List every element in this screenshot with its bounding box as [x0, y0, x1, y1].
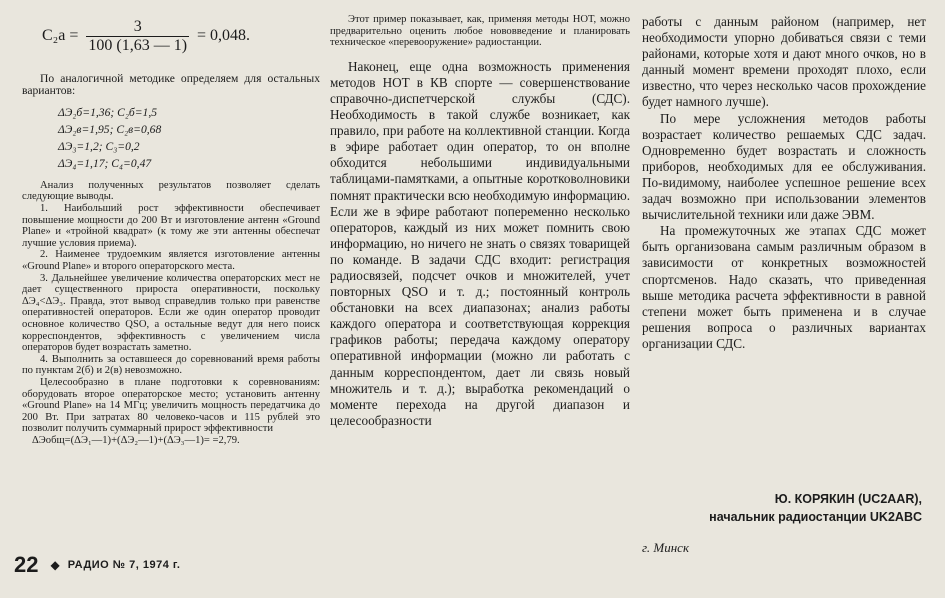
paragraph: 2. Наименее трудоемким является изготовление антенны «Ground Plane» и второго операторского места. [22, 249, 320, 272]
formula-rhs: = 0,048. [197, 27, 251, 45]
paragraph: На промежуточных же этапах СДС может быть организована самым различным образом в зависимости от конкретных возможностей спортсменов. Надо сказать, что приведенная выше методика расчета эффективности в равной степени может быть применена и в случае решения вопроса о различных вариантах организации СДС. [642, 223, 926, 351]
paragraph: Целесообразно в плане подготовки к соревнованиям: оборудовать второе операторское место; установить антенну «Ground Plane» на 14 МГц; увеличить мощность передатчика до 200 Вт. При затратах 80 человеко-часов и 115 рублей это позволит получить суммарный прирост эффективности [22, 376, 320, 435]
paragraph: 3. Дальнейшее увеличение количества операторских мест не дает существенного прироста оперативности, поскольку ΔЭ₄<ΔЭ₃. Правда, этот вывод справедлив только при равенстве оперативностей операторов. Если же один оператор проводит основное количество QSO, а остальные ведут для него поиск корреспондентов, эффективность с увеличением числа операторов будет возрастать заметно. [22, 272, 320, 354]
formula-numerator: 3 [86, 18, 189, 37]
formula-lhs: C₂а = [42, 27, 79, 45]
author-name: Ю. КОРЯКИН (UC2AAR), [774, 492, 922, 506]
paragraph: По мере усложнения методов работы возрастает количество решаемых СДС задач. Одновременно будет возрастать и сложность приборов, необходимых для ее обслуживания. По-видимому, наиболее успешное решение всех задач возможно при использовании элементов вычислительной техники или даже ЭВМ. [642, 110, 926, 223]
paragraph: 1. Наибольший рост эффективности обеспечивает повышение мощности до 200 Вт и изготовление антенн «Ground Plane» и «тройной квадрат» (к тому же эти антенны обеспечат лучшие условия приема). [22, 203, 320, 249]
formula-c2a [42, 18, 320, 55]
author-city: г. Минск [642, 540, 690, 555]
paragraph: 4. Выполнить за оставшееся до соревнований время работы по пунктам 2(б) и 2(в) невозможно. [22, 353, 320, 377]
formula-line: ΔЭ₄=1,17; C₄=0,47 [58, 156, 152, 170]
author-title: начальник радиостанции UK2ABC [709, 510, 922, 524]
column-right [642, 14, 926, 352]
page-number: 22 [14, 552, 39, 577]
column-middle [330, 14, 630, 429]
paragraph: Анализ полученных результатов позволяет сделать следующие выводы. [22, 179, 320, 203]
paragraph: Наконец, еще одна возможность применения методов НОТ в КВ спорте — совершенствование справочно-диспетчерской службы (СДС). Необходимость в такой службе возникает, как правило, при работе на коллективной станции. Когда в эфире работает один оператор, то он вполне обходится небольшими индивидуальными таблицами-памятками, а опытные коротковолновики помнят практически всю необходимую информацию. Если же в эфире работают попеременно несколько операторов, каждый из них может помнить свою информацию, но ничего не знать о связях товарищей по команде. В задачи СДС входит: регистрация радиосвязей, подсчет очков и множителей, учет повторных QSO и т. д.; постоянный контроль обстановки на всех диапазонах; анализ работы каждого оператора и соответствующая коррекция графиков работы; передача каждому оператору оперативной информации (можно ли работать с данным корреспондентом, дает ли связь новый множитель и т. д.); выработка рекомендаций о моменте перехода на другой диапазон и целесообразности [330, 58, 630, 428]
paragraph: Этот пример показывает, как, применяя методы НОТ, можно предварительно оценить любое нововведение и планировать техническое «перевооружение» радиостанции. [330, 14, 630, 49]
page-footer [14, 552, 180, 578]
formula-line: ΔЭ₂б=1,36; C₂б=1,5 [58, 105, 158, 119]
formula-line: ΔЭ₃=1,2; C₃=0,2 [58, 139, 140, 153]
magazine-issue: РАДИО № 7, 1974 г. [67, 559, 181, 571]
formula-line: ΔЭ₂в=1,95; C₂в=0,68 [58, 122, 162, 136]
intro-paragraph: По аналогичной методике определяем для остальных вариантов: [22, 72, 320, 98]
formula-denominator: 100 (1,63 — 1) [88, 37, 188, 54]
variant-formulas [58, 104, 320, 172]
column-left [22, 14, 320, 446]
diamond-icon: ◆ [50, 558, 60, 572]
formula-fraction [86, 18, 189, 55]
author-block [660, 490, 922, 526]
final-formula: ΔЭобщ=(ΔЭ₁—1)+(ΔЭ₂—1)+(ΔЭ₃—1)= =2,79. [32, 434, 240, 446]
paragraph: работы с данным районом (например, нет необходимости упорно добиваться связи с теми районами, которые хотя и дают много очков, но в данный момент времени проходят плохо, если известно, что через несколько часов прохождение будет намного лучше). [642, 14, 926, 110]
